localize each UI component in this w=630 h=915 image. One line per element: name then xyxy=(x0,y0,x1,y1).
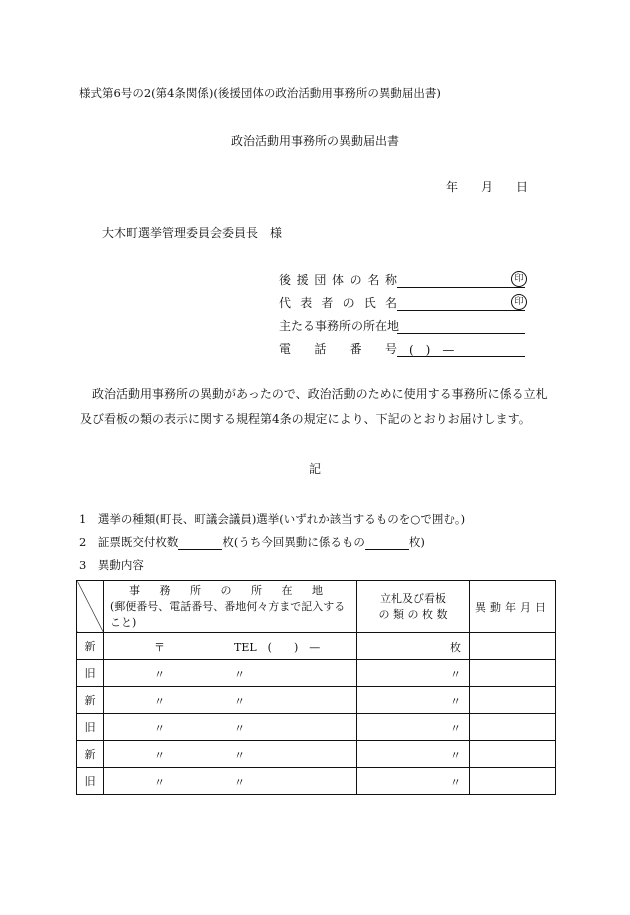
rep-name-row xyxy=(279,294,525,311)
count-cell[interactable] xyxy=(357,633,470,660)
address-cell[interactable] xyxy=(104,687,357,714)
issued-count-field[interactable] xyxy=(178,537,222,550)
date-day: 日 xyxy=(516,180,529,194)
rep-name-field[interactable] xyxy=(397,296,525,311)
ditto-mark: 〃 xyxy=(450,776,461,789)
phone-template: ( ) — xyxy=(409,343,455,357)
count-header-line1: 立札及び看板 xyxy=(380,591,446,605)
address-header-note: (郵便番号、電話番号、番地何々方まで記入すること) xyxy=(110,599,346,629)
rep-name-label: 代表者の氏名 xyxy=(279,296,397,310)
address-cell[interactable] xyxy=(104,714,357,741)
ki-heading: 記 xyxy=(308,462,321,476)
address-header-title: 事 務 所 の 所 在 地 xyxy=(129,583,331,597)
row-kind: 新 xyxy=(77,687,104,714)
item-3 xyxy=(79,557,144,573)
phone-label: 電話番号 xyxy=(279,342,397,356)
table-header-row xyxy=(77,581,556,633)
address-cell[interactable] xyxy=(104,768,357,795)
count-cell[interactable] xyxy=(357,768,470,795)
ditto-mark: 〃 xyxy=(234,722,245,735)
form-header: 様式第6号の2(第4条関係)(後援団体の政治活動用事務所の異動届出書) xyxy=(79,86,441,100)
ditto-mark: 〃 xyxy=(450,668,461,681)
ditto-mark: 〃 xyxy=(234,695,245,708)
item-number: 1 xyxy=(79,512,87,526)
item-number: 3 xyxy=(79,558,87,572)
date-cell[interactable] xyxy=(470,768,556,795)
item-1 xyxy=(79,511,465,527)
item-text: 選挙の種類(町長、町議会議員)選挙(いずれか該当するものを○で囲む。) xyxy=(97,512,466,526)
item-text: 証票既交付枚数 xyxy=(97,535,179,549)
ditto-mark: 〃 xyxy=(234,668,245,681)
postal-mark: 〒 xyxy=(154,641,165,654)
item-text: 異動内容 xyxy=(97,558,144,572)
changed-count-field[interactable] xyxy=(365,537,409,550)
date-month: 月 xyxy=(481,180,494,194)
seal-mark: 印 xyxy=(511,294,527,310)
ditto-mark: 〃 xyxy=(154,722,165,735)
ditto-mark: 〃 xyxy=(450,722,461,735)
item-text: 枚(うち今回異動に係るもの xyxy=(222,535,365,549)
date-header: 異動年月日 xyxy=(470,581,556,633)
date-year: 年 xyxy=(446,180,459,194)
ditto-mark: 〃 xyxy=(154,749,165,762)
table-row xyxy=(77,687,556,714)
ditto-mark: 〃 xyxy=(154,776,165,789)
row-kind: 新 xyxy=(77,633,104,660)
office-address-label: 主たる事務所の所在地 xyxy=(279,319,400,333)
address-cell[interactable] xyxy=(104,633,357,660)
change-table xyxy=(76,580,556,795)
ditto-mark: 〃 xyxy=(234,749,245,762)
count-cell[interactable] xyxy=(357,741,470,768)
phone-row xyxy=(279,340,525,357)
count-header xyxy=(357,581,470,633)
date-cell[interactable] xyxy=(470,687,556,714)
seal-mark: 印 xyxy=(511,271,527,287)
address-cell[interactable] xyxy=(104,660,357,687)
count-cell[interactable] xyxy=(357,714,470,741)
item-number: 2 xyxy=(79,535,87,549)
address-header xyxy=(104,581,357,633)
address-cell[interactable] xyxy=(104,741,357,768)
ditto-mark: 〃 xyxy=(154,668,165,681)
count-header-line2: の 類 の 枚 数 xyxy=(378,607,448,621)
item-text: 枚) xyxy=(408,535,425,549)
count-unit: 枚 xyxy=(450,641,461,654)
document-title: 政治活動用事務所の異動届出書 xyxy=(230,134,399,148)
org-name-row xyxy=(279,271,525,288)
count-cell[interactable] xyxy=(357,660,470,687)
table-row xyxy=(77,660,556,687)
date-cell[interactable] xyxy=(470,714,556,741)
table-row xyxy=(77,714,556,741)
body-text: 政治活動用事務所の異動があったので、政治活動のために使用する事務所に係る立札及び看板の類の表示に関する規程第4条の規定により、下記のとおりお届けします。 xyxy=(80,387,548,426)
org-name-field[interactable] xyxy=(397,273,525,288)
office-address-row xyxy=(279,317,525,334)
ditto-mark: 〃 xyxy=(234,776,245,789)
office-address-field[interactable] xyxy=(397,319,525,334)
table-row xyxy=(77,768,556,795)
row-kind: 新 xyxy=(77,741,104,768)
date-cell[interactable] xyxy=(470,633,556,660)
table-row xyxy=(77,633,556,660)
ditto-mark: 〃 xyxy=(450,749,461,762)
item-2 xyxy=(79,534,425,550)
row-kind: 旧 xyxy=(77,714,104,741)
date-cell[interactable] xyxy=(470,660,556,687)
tel-template: TEL ( ) — xyxy=(234,641,321,654)
date-cell[interactable] xyxy=(470,741,556,768)
table-row xyxy=(77,741,556,768)
addressee: 大木町選挙管理委員会委員長 様 xyxy=(102,226,283,240)
org-name-label: 後援団体の名称 xyxy=(279,273,397,287)
diagonal-header-cell xyxy=(77,581,104,633)
row-kind: 旧 xyxy=(77,768,104,795)
count-cell[interactable] xyxy=(357,687,470,714)
phone-field[interactable] xyxy=(397,342,525,357)
row-kind: 旧 xyxy=(77,660,104,687)
ditto-mark: 〃 xyxy=(450,695,461,708)
ditto-mark: 〃 xyxy=(154,695,165,708)
